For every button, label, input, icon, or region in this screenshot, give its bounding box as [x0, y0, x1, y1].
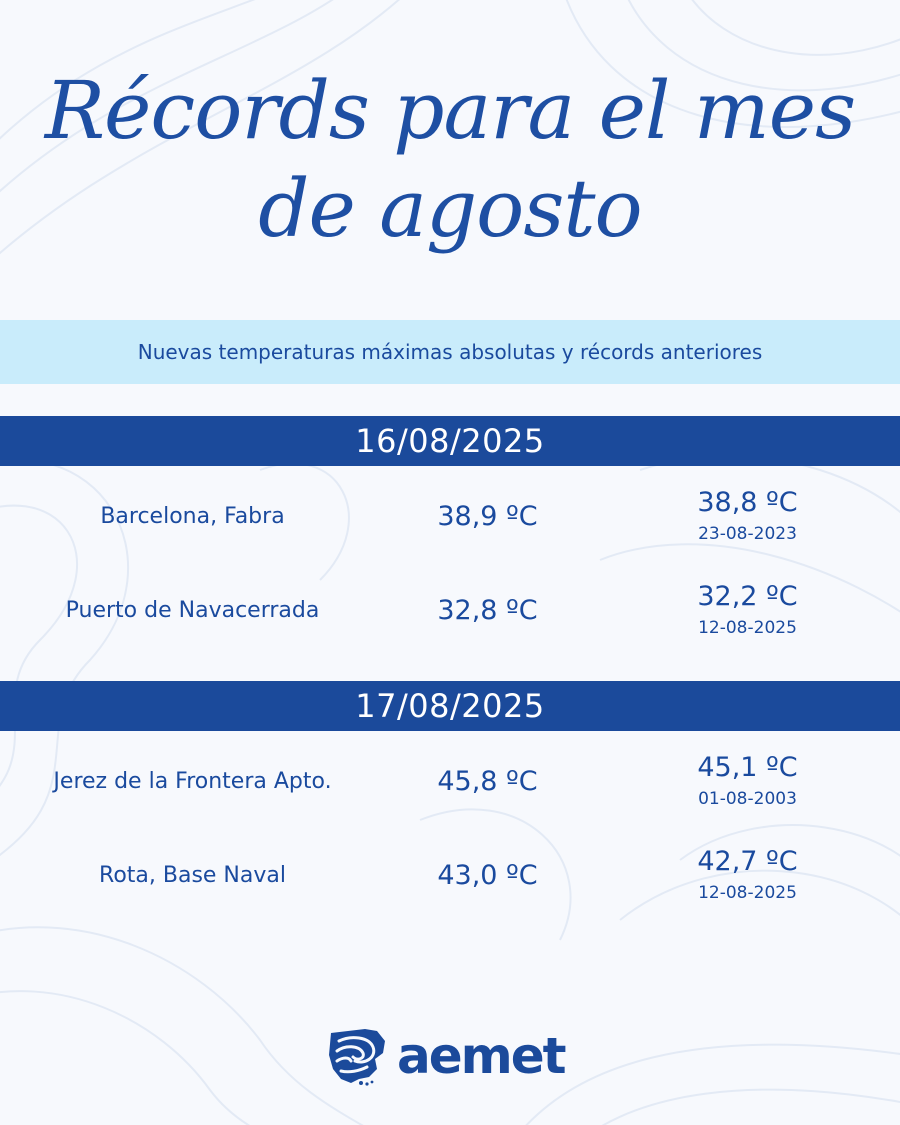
previous-record-date: 01-08-2003 — [698, 789, 797, 809]
previous-record-temp: 45,1 ºC — [697, 752, 798, 783]
subtitle: Nuevas temperaturas máximas absolutas y récords anteriores — [137, 340, 763, 364]
previous-record — [640, 570, 855, 650]
record-row — [0, 835, 900, 915]
record-row — [0, 741, 900, 821]
date-bar — [0, 681, 900, 731]
new-record-temp: 32,8 ºC — [437, 594, 538, 626]
previous-record-date: 12-08-2025 — [698, 883, 797, 903]
date-bar — [0, 416, 900, 466]
date-label: 17/08/2025 — [355, 687, 545, 725]
page-title: Récords para el mes de agosto — [44, 64, 856, 255]
station-name: Jerez de la Frontera Apto. — [53, 768, 332, 794]
previous-record — [640, 476, 855, 556]
previous-record-temp: 42,7 ºC — [697, 846, 798, 877]
subtitle-band — [0, 320, 900, 384]
aemet-logo-text: aemet — [397, 1027, 565, 1085]
record-row — [0, 570, 900, 650]
date-label: 16/08/2025 — [355, 422, 545, 460]
previous-record — [640, 835, 855, 915]
new-record-temp: 38,9 ºC — [437, 500, 538, 532]
aemet-logo — [325, 1025, 585, 1087]
record-row — [0, 476, 900, 556]
previous-record — [640, 741, 855, 821]
new-record-temp: 45,8 ºC — [437, 765, 538, 797]
previous-record-date: 12-08-2025 — [698, 618, 797, 638]
previous-record-temp: 32,2 ºC — [697, 581, 798, 612]
previous-record-date: 23-08-2023 — [698, 524, 797, 544]
new-record-temp: 43,0 ºC — [437, 859, 538, 891]
aemet-logo-icon — [325, 1025, 391, 1087]
station-name: Rota, Base Naval — [99, 862, 286, 888]
previous-record-temp: 38,8 ºC — [697, 487, 798, 518]
station-name: Barcelona, Fabra — [100, 503, 285, 529]
station-name: Puerto de Navacerrada — [65, 597, 320, 623]
